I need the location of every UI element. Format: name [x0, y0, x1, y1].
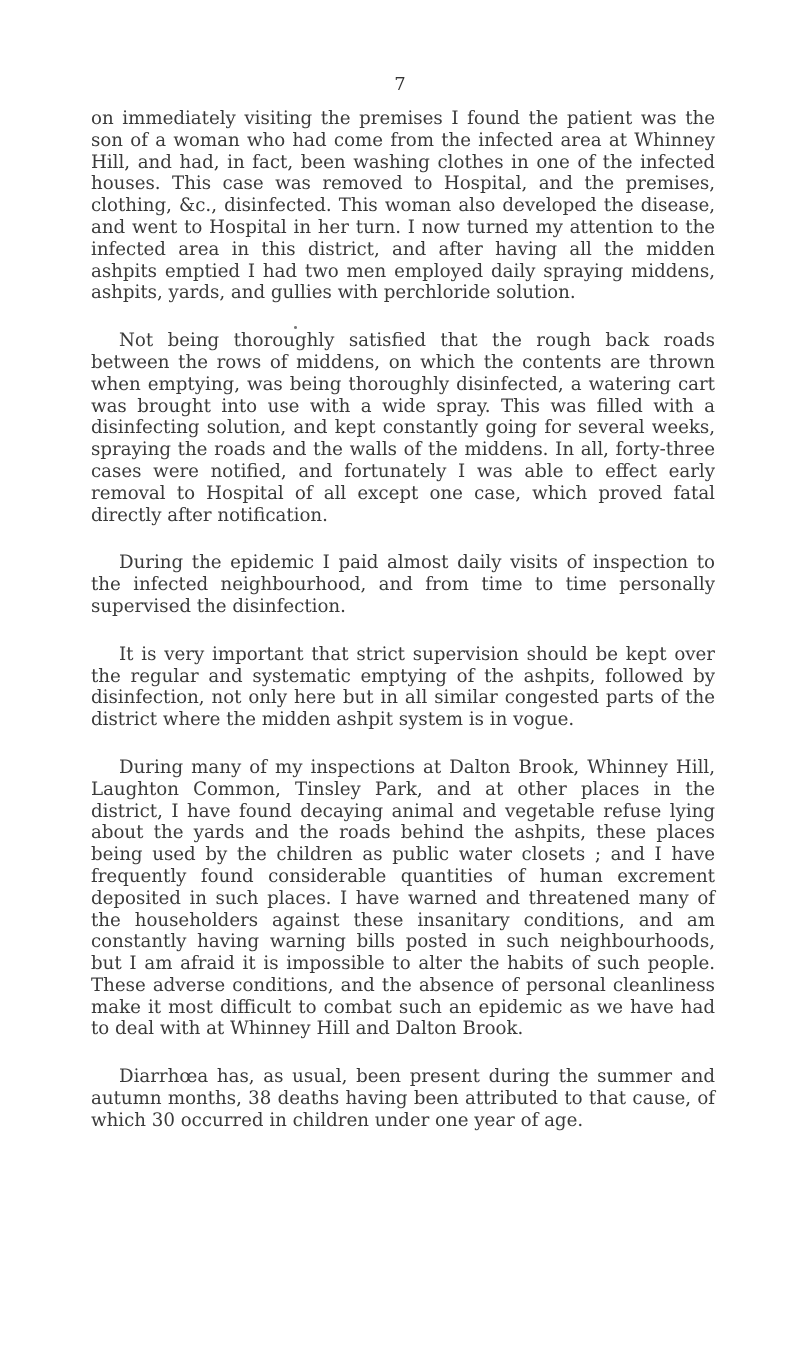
paragraph: During the epidemic I paid almost daily visits of inspection to the infected neighbourhood, and from time to time personally supervised the disinfection. — [91, 552, 715, 617]
paragraph: Diarrhœa has, as usual, been present during the summer and autumn months, 38 deaths having been attributed to that cause, of which 30 occurred in children under one year of age. — [91, 1066, 715, 1131]
paragraph: Not being thoroughly satisfied that the rough back roads between the rows of middens, on which the contents are thrown when emptying, was being thoroughly disinfected, a watering cart was brought into use with a wide spray. This was filled with a disinfecting solution, and kept constantly going for several weeks, spraying the roads and the walls of the middens. In all, forty-three cases were notified, and fortunately I was able to effect early removal to Hospital of all except one case, which proved fatal directly after notification. — [91, 330, 715, 526]
body-text — [91, 108, 715, 1158]
page-number: 7 — [394, 74, 406, 95]
paragraph: on immediately visiting the premises I found the patient was the son of a woman who had come from the infected area at Whinney Hill, and had, in fact, been washing clothes in one of the infected houses. This case was removed to Hospital, and the premises, clothing, &c., disinfected. This woman also developed the disease, and went to Hospital in her turn. I now turned my attention to the infected area in this district, and after having all the midden ashpits emptied I had two men employed daily spraying middens, ashpits, yards, and gullies with perchloride solution. — [91, 108, 715, 304]
paragraph: It is very important that strict supervision should be kept over the regular and systematic emptying of the ashpits, followed by disinfection, not only here but in all similar congested parts of the district where the midden ashpit system is in vogue. — [91, 643, 715, 731]
paragraph: During many of my inspections at Dalton Brook, Whinney Hill, Laughton Common, Tinsley Park, and at other places in the district, I have found decaying animal and vegetable refuse lying about the yards and the roads behind the ashpits, these places being used by the children as public water closets ; and I have frequently found considerable quantities of human excrement deposited in such places. I have warned and threatened many of the householders against these insanitary conditions, and am constantly having warning bills posted in such neighbourhoods, but I am afraid it is impossible to alter the habits of such people. These adverse conditions, and the absence of personal cleanliness make it most difficult to combat such an epidemic as we have had to deal with at Whinney Hill and Dalton Brook. — [91, 756, 715, 1040]
